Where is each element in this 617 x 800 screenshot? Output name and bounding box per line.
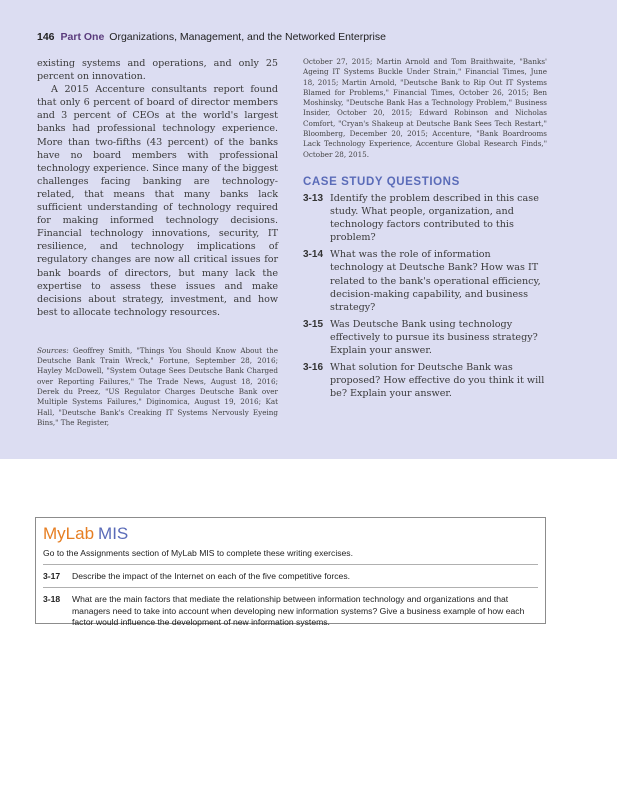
case-question (303, 248, 547, 313)
question-text: What was the role of information technology at Deutsche Bank? How was IT related to the bank's operational efficiency, decision-making capability, and business strategy? (330, 249, 541, 313)
case-study-heading: CASE STUDY QUESTIONS (303, 175, 460, 188)
mylab-question (43, 588, 538, 633)
question-text: Was Deutsche Bank using technology effectively to pursue its business strategy? Explain your answer. (330, 318, 538, 356)
case-sources (37, 346, 278, 428)
paragraph: existing systems and operations, and only 25 percent on innovation. (37, 58, 278, 83)
question-number: 3-13 (303, 192, 324, 204)
paragraph: A 2015 Accenture consultants report found that only 6 percent of board of director members and 3 percent of CEOs at the world's largest banks had professional technology experience. More than two-fifths (43 percent) of the banks have no board members with professional technology experience. Since many of the biggest challenges facing banking are technology-related, that means that many banks lack sufficient understanding of technology required for making informed technology decisions. Financial technology innovations, security, IT resilience, and technology implications of regulatory changes are now all critical issues for bank boards of directors, but many lack the expertise to assess these issues and make decisions about strategy, investment, and how best to allocate technology resources. (37, 84, 278, 318)
question-text: Describe the impact of the Internet on each of the five competitive forces. (72, 571, 351, 581)
case-sources-continued: October 27, 2015; Martin Arnold and Tom Braithwaite, "Banks' Ageing IT Systems Buckle Under Strain," Financial Times, June 18, 2015; Martin Arnold, "Deutsche Bank to Rip Out IT Systems Blamed for Problems," Financial Times, October 26, 2015; Ben Moshinsky, "Deutsche Bank Has a Technology Problem," Business Insider, October 20, 2015; Edward Robinson and Nicholas Comfort, "Cryan's Shakeup at Deutsche Bank Sees Tech Restart," Bloomberg, December 20, 2015; Accenture, "Bank Boardrooms Lack Technology Experience, Accenture Global Research Finds," October 28, 2015. (303, 57, 547, 159)
question-text: Identify the problem described in this case study. What people, organization, and technology factors contributed to this problem? (330, 192, 539, 244)
part-label: Part One (60, 31, 105, 43)
question-number: 3-18 (43, 594, 61, 605)
mylab-product: MIS (98, 524, 129, 543)
part-title: Organizations, Management, and the Networked Enterprise (109, 31, 386, 43)
question-text: What solution for Deutsche Bank was proposed? How effective do you think it will be? Explain your answer. (330, 362, 545, 400)
question-text: What are the main factors that mediate the relationship between information technology and organizations and that managers need to take into account when developing new information systems? Give a business example of how each factor would influence the development of new information systems. (72, 594, 525, 628)
mylab-question (43, 565, 538, 588)
page-header (37, 31, 597, 43)
sources-text: Geoffrey Smith, "Things You Should Know About the Deutsche Bank Train Wreck," Fortune, September 28, 2016; Hayley McDowell, "System Outage Sees Deutsche Bank Charged over Reporting Failures," The Trade News, August 18, 2016; Derek du Preez, "US Regulator Charges Deutsche Bank over Multiple Systems Failures," Diginomica, August 19, 2016; Kat Hall, "Deutsche Bank's Creaking IT Systems Nervously Eyeing Bins," The Register, (37, 345, 278, 427)
sources-label: Sources: (37, 345, 69, 355)
question-number: 3-16 (303, 362, 324, 374)
page-number: 146 (37, 31, 55, 43)
mylab-exercise-box (35, 517, 546, 628)
body-text (37, 57, 278, 319)
question-number: 3-17 (43, 571, 61, 581)
right-column (303, 57, 547, 404)
case-question (303, 361, 547, 400)
mylab-title (43, 524, 538, 544)
mylab-brand: MyLab (43, 524, 95, 543)
question-number: 3-15 (303, 318, 324, 330)
case-question (303, 318, 547, 357)
question-number: 3-14 (303, 249, 324, 261)
case-question (303, 192, 547, 244)
mylab-intro: Go to the Assignments section of MyLab MIS to complete these writing exercises. (43, 548, 538, 565)
left-column (37, 57, 278, 428)
